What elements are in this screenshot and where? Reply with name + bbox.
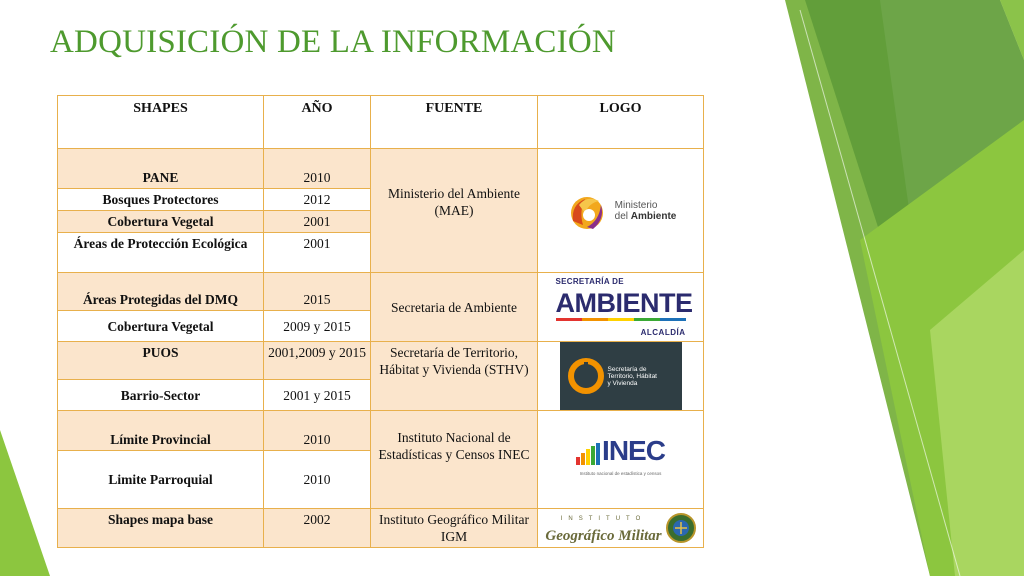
secretaria-ambiente-logo: SECRETARÍA DE AMBIENTE ALCALDÍA [555, 277, 693, 337]
cell-year: 2012 [264, 189, 371, 211]
cell-year: 2001 [264, 211, 371, 233]
cell-year: 2010 [264, 149, 371, 189]
cell-year: 2015 [264, 273, 371, 311]
ministerio-ambiente-text: Ministerio del Ambiente [614, 199, 677, 222]
cell-logo [538, 509, 704, 548]
deco-right-dark [805, 0, 1024, 420]
deco-right-mid [785, 0, 960, 576]
cell-logo [538, 273, 704, 342]
sthv-emblem [568, 358, 604, 394]
cell-year: 2001 [264, 233, 371, 273]
cell-shape: Límite Provincial [58, 411, 264, 451]
cell-logo [538, 342, 704, 411]
cell-year: 2002 [264, 509, 371, 548]
inec-bars-icon [576, 443, 602, 465]
cell-shape: Limite Parroquial [58, 451, 264, 509]
deco-left-bottom [0, 430, 50, 576]
cell-year: 2001 y 2015 [264, 380, 371, 411]
deco-right-highlight [930, 250, 1024, 576]
cell-shape: Bosques Protectores [58, 189, 264, 211]
deco-right-bright [860, 120, 1024, 576]
cell-shape: Áreas de Protección Ecológica [58, 233, 264, 273]
header-shapes: SHAPES [58, 96, 264, 149]
table-row [58, 149, 704, 189]
header-logo: LOGO [538, 96, 704, 149]
cell-logo [538, 149, 704, 273]
data-table-wrap [57, 95, 703, 548]
igm-emblem [666, 513, 696, 543]
cell-year: 2009 y 2015 [264, 311, 371, 342]
table-row [58, 273, 704, 311]
cell-shape: Áreas Protegidas del DMQ [58, 273, 264, 311]
cell-shape: Shapes mapa base [58, 509, 264, 548]
header-year: AÑO [264, 96, 371, 149]
cell-source: Instituto Nacional de Estadísticas y Censos INEC [371, 411, 538, 509]
cell-source: Secretaría de Territorio, Hábitat y Vivienda (STHV) [371, 342, 538, 411]
cell-source: Instituto Geográfico Militar IGM [371, 509, 538, 548]
header-source: FUENTE [371, 96, 538, 149]
cell-logo [538, 411, 704, 509]
table-row [58, 411, 704, 451]
table-row [58, 342, 704, 380]
data-table [57, 95, 704, 548]
cell-year: 2001,2009 y 2015 [264, 342, 371, 380]
deco-right-light [790, 0, 1024, 576]
sthv-logo: Secretaría de Territorio, Hábitat y Vivienda [538, 342, 703, 410]
ministerio-ambiente-emblem [565, 191, 609, 231]
cell-shape: PANE [58, 149, 264, 189]
cell-year: 2010 [264, 411, 371, 451]
cell-shape: Barrio-Sector [58, 380, 264, 411]
cell-shape: Cobertura Vegetal [58, 311, 264, 342]
ministerio-ambiente-logo [538, 191, 703, 231]
cell-source: Secretaria de Ambiente [371, 273, 538, 342]
cell-year: 2010 [264, 451, 371, 509]
cell-source: Ministerio del Ambiente (MAE) [371, 149, 538, 273]
deco-right-corner [1000, 0, 1024, 60]
igm-logo: INSTITUTO Geográfico Militar [538, 511, 703, 545]
inec-logo: INEC Instituto nacional de estadística y censos [538, 437, 703, 482]
slide-title: ADQUISICIÓN DE LA INFORMACIÓN [50, 24, 616, 60]
cell-shape: PUOS [58, 342, 264, 380]
table-row [58, 509, 704, 548]
cell-shape: Cobertura Vegetal [58, 211, 264, 233]
